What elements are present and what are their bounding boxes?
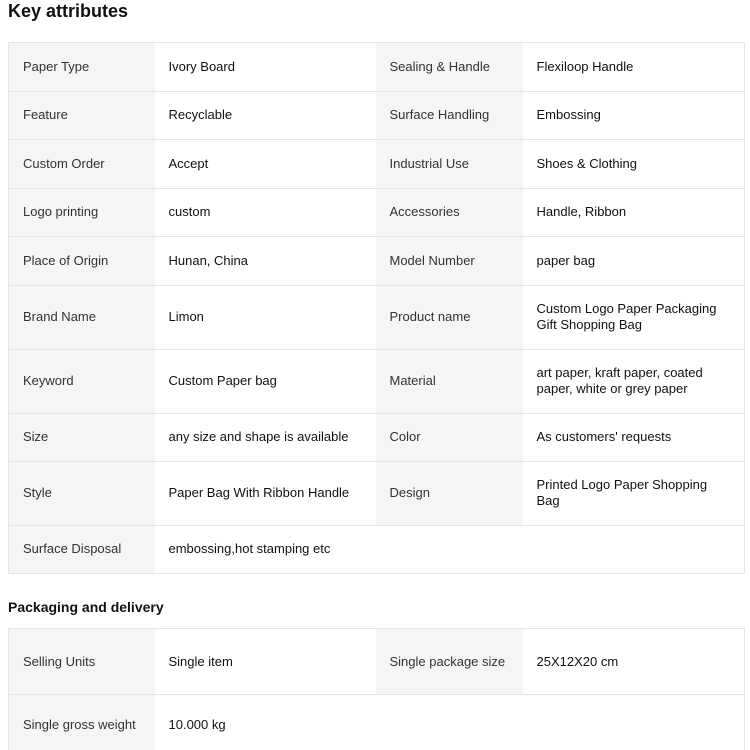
- attribute-value: 10.000 kg: [155, 695, 376, 750]
- empty-cell: [376, 695, 523, 750]
- attribute-value: As customers' requests: [523, 413, 745, 461]
- attribute-row: [9, 188, 745, 237]
- attribute-name: Design: [376, 461, 523, 525]
- key-attributes-table: [8, 42, 745, 574]
- attribute-name: Custom Order: [9, 140, 155, 189]
- attribute-row: [9, 413, 745, 461]
- attribute-value: paper bag: [523, 237, 745, 286]
- attribute-row: [9, 349, 745, 413]
- attribute-name: Single package size: [376, 629, 523, 695]
- attribute-value: Recyclable: [155, 91, 376, 140]
- attribute-value: Printed Logo Paper Shopping Bag: [523, 461, 745, 525]
- attribute-row: [9, 525, 745, 573]
- attribute-name: Keyword: [9, 349, 155, 413]
- attribute-value: embossing,hot stamping etc: [155, 525, 376, 573]
- attribute-name: Brand Name: [9, 285, 155, 349]
- attribute-value: Paper Bag With Ribbon Handle: [155, 461, 376, 525]
- attribute-value: Shoes & Clothing: [523, 140, 745, 189]
- attribute-value: Ivory Board: [155, 43, 376, 92]
- key-attributes-title: Key attributes: [8, 1, 129, 21]
- attribute-name: Surface Disposal: [9, 525, 155, 573]
- attribute-row: [9, 43, 745, 92]
- attribute-name: Size: [9, 413, 155, 461]
- attribute-value: Embossing: [523, 91, 745, 140]
- attribute-name: Industrial Use: [376, 140, 523, 189]
- attribute-row: [9, 461, 745, 525]
- empty-cell: [376, 525, 523, 573]
- attribute-value: Custom Paper bag: [155, 349, 376, 413]
- attribute-name: Material: [376, 349, 523, 413]
- attribute-name: Place of Origin: [9, 237, 155, 286]
- attribute-name: Single gross weight: [9, 695, 155, 750]
- attribute-name: Model Number: [376, 237, 523, 286]
- attribute-name: Accessories: [376, 188, 523, 237]
- attribute-row: [9, 629, 745, 695]
- attribute-name: Color: [376, 413, 523, 461]
- attribute-row: [9, 285, 745, 349]
- attribute-value: Handle, Ribbon: [523, 188, 745, 237]
- attribute-value: custom: [155, 188, 376, 237]
- empty-cell: [523, 695, 745, 750]
- attribute-name: Feature: [9, 91, 155, 140]
- attribute-value: Accept: [155, 140, 376, 189]
- attribute-name: Surface Handling: [376, 91, 523, 140]
- attribute-value: Hunan, China: [155, 237, 376, 286]
- attribute-row: [9, 91, 745, 140]
- attribute-value: Flexiloop Handle: [523, 43, 745, 92]
- packaging-delivery-title: Packaging and delivery: [8, 599, 164, 615]
- attribute-value: Custom Logo Paper Packaging Gift Shopping Bag: [523, 285, 745, 349]
- empty-cell: [523, 525, 745, 573]
- attribute-name: Style: [9, 461, 155, 525]
- attribute-row: [9, 695, 745, 750]
- attribute-row: [9, 237, 745, 286]
- attribute-value: Single item: [155, 629, 376, 695]
- attribute-name: Sealing & Handle: [376, 43, 523, 92]
- attribute-name: Logo printing: [9, 188, 155, 237]
- attribute-row: [9, 140, 745, 189]
- attribute-name: Product name: [376, 285, 523, 349]
- attribute-name: Paper Type: [9, 43, 155, 92]
- attribute-value: 25X12X20 cm: [523, 629, 745, 695]
- attribute-value: art paper, kraft paper, coated paper, white or grey paper: [523, 349, 745, 413]
- attribute-name: Selling Units: [9, 629, 155, 695]
- packaging-delivery-table: [8, 628, 745, 750]
- attribute-value: any size and shape is available: [155, 413, 376, 461]
- attribute-value: Limon: [155, 285, 376, 349]
